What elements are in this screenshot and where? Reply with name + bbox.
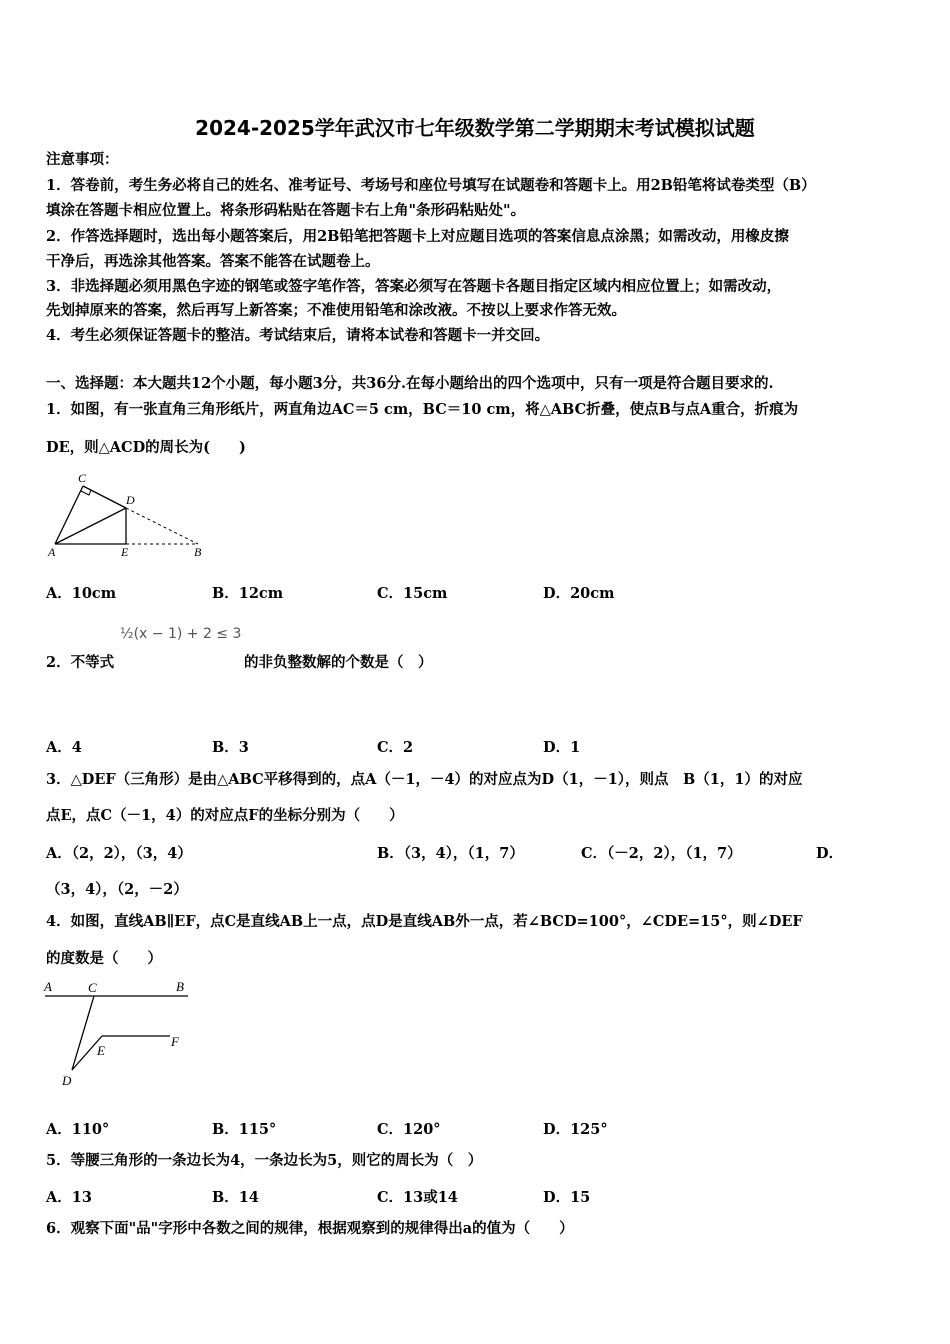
q1-stem: 1．如图，有一张直角三角形纸片，两直角边AC＝5 cm，BC＝10 cm，将△ABC折叠，使点B与点A重合，折痕为: [46, 401, 799, 418]
q2-formula: ½(x − 1) + 2 ≤ 3: [120, 626, 242, 642]
q5-option-d[interactable]: D．15: [543, 1189, 591, 1206]
q5-option-a[interactable]: A．13: [46, 1189, 92, 1206]
q4-parallel-lines-figure: [40, 976, 200, 1090]
q4-option-b[interactable]: B．115°: [212, 1121, 277, 1138]
section-heading: 一、选择题：本大题共12个小题，每小题3分，共36分.在每小题给出的四个选项中，只有一项是符合题目要求的.: [46, 375, 774, 392]
q5-stem: 5．等腰三角形的一条边长为4，一条边长为5，则它的周长为（ ）: [46, 1152, 483, 1169]
q1-stem: DE，则△ACD的周长为( ): [46, 439, 246, 456]
q3-option-d-value[interactable]: （3，4），（2，－2）: [46, 881, 188, 898]
notice-heading: 注意事项：: [46, 151, 119, 168]
label-b: B: [176, 979, 184, 994]
q3-option-a[interactable]: A．（2，2），（3，4）: [46, 845, 192, 862]
q6-stem: 6．观察下面"品"字形中各数之间的规律，根据观察到的规律得出a的值为（ ）: [46, 1220, 574, 1237]
notice-line: 1．答卷前，考生务必将自己的姓名、准考证号、考场号和座位号填写在试题卷和答题卡上。用2B铅笔将试卷类型（B）: [46, 177, 816, 194]
q3-stem: 3．△DEF（三角形）是由△ABC平移得到的，点A（－1，－4）的对应点为D（1，－1），则点 B（1，1）的对应: [46, 771, 803, 788]
q2-option-d[interactable]: D．1: [543, 739, 581, 756]
label-c: C: [88, 980, 97, 995]
notice-line: 3．非选择题必须用黑色字迹的钢笔或签字笔作答，答案必须写在答题卡各题目指定区域内相应位置上；如需改动，: [46, 278, 782, 295]
q4-option-d[interactable]: D．125°: [543, 1121, 608, 1138]
label-e: E: [97, 1043, 105, 1058]
q3-option-d[interactable]: D．: [816, 845, 844, 862]
label-d: D: [62, 1073, 72, 1088]
q4-option-c[interactable]: C．120°: [377, 1121, 441, 1138]
q1-option-d[interactable]: D．20cm: [543, 585, 615, 602]
notice-line: 干净后，再选涂其他答案。答案不能答在试题卷上。: [46, 253, 380, 270]
q4-option-a[interactable]: A．110°: [46, 1121, 110, 1138]
label-e: E: [121, 545, 129, 559]
q5-option-c[interactable]: C．13或14: [377, 1189, 458, 1206]
q2-stem-suffix: 的非负整数解的个数是（ ）: [244, 654, 433, 671]
label-f: F: [171, 1034, 179, 1049]
notice-line: 先划掉原来的答案，然后再写上新答案；不准使用铅笔和涂改液。不按以上要求作答无效。: [46, 302, 626, 319]
q2-option-b[interactable]: B．3: [212, 739, 249, 756]
q1-option-c[interactable]: C．15cm: [377, 585, 448, 602]
notice-line: 4．考生必须保证答题卡的整洁。考试结束后，请将本试卷和答题卡一并交回。: [46, 327, 550, 344]
q1-option-a[interactable]: A．10cm: [46, 585, 117, 602]
q3-option-c[interactable]: C．（－2，2），（1，7）: [581, 845, 742, 862]
label-d: D: [126, 493, 135, 507]
q1-option-b[interactable]: B．12cm: [212, 585, 284, 602]
label-c: C: [78, 471, 87, 485]
q2-option-a[interactable]: A．4: [46, 739, 82, 756]
label-a: A: [48, 545, 56, 559]
page-title: 2024-2025学年武汉市七年级数学第二学期期末考试模拟试题: [195, 116, 755, 140]
q5-option-b[interactable]: B．14: [212, 1189, 259, 1206]
notice-line: 填涂在答题卡相应位置上。将条形码粘贴在答题卡右上角"条形码粘贴处"。: [46, 202, 526, 219]
q3-stem: 点E，点C（－1，4）的对应点F的坐标分别为（ ）: [46, 807, 404, 824]
notice-line: 2．作答选择题时，选出每小题答案后，用2B铅笔把答题卡上对应题目选项的答案信息点涂黑；如需改动，用橡皮擦: [46, 228, 789, 245]
q4-stem: 4．如图，直线AB∥EF，点C是直线AB上一点，点D是直线AB外一点，若∠BCD=100°，∠CDE=15°，则∠DEF: [46, 913, 803, 930]
q3-option-b[interactable]: B．（3，4），（1，7）: [377, 845, 524, 862]
q2-option-c[interactable]: C．2: [377, 739, 414, 756]
label-b: B: [194, 545, 202, 559]
q4-stem: 的度数是（ ）: [46, 950, 162, 967]
label-a: A: [44, 979, 52, 994]
q2-stem-prefix: 2．不等式: [46, 654, 115, 671]
q1-triangle-figure: [40, 468, 220, 560]
